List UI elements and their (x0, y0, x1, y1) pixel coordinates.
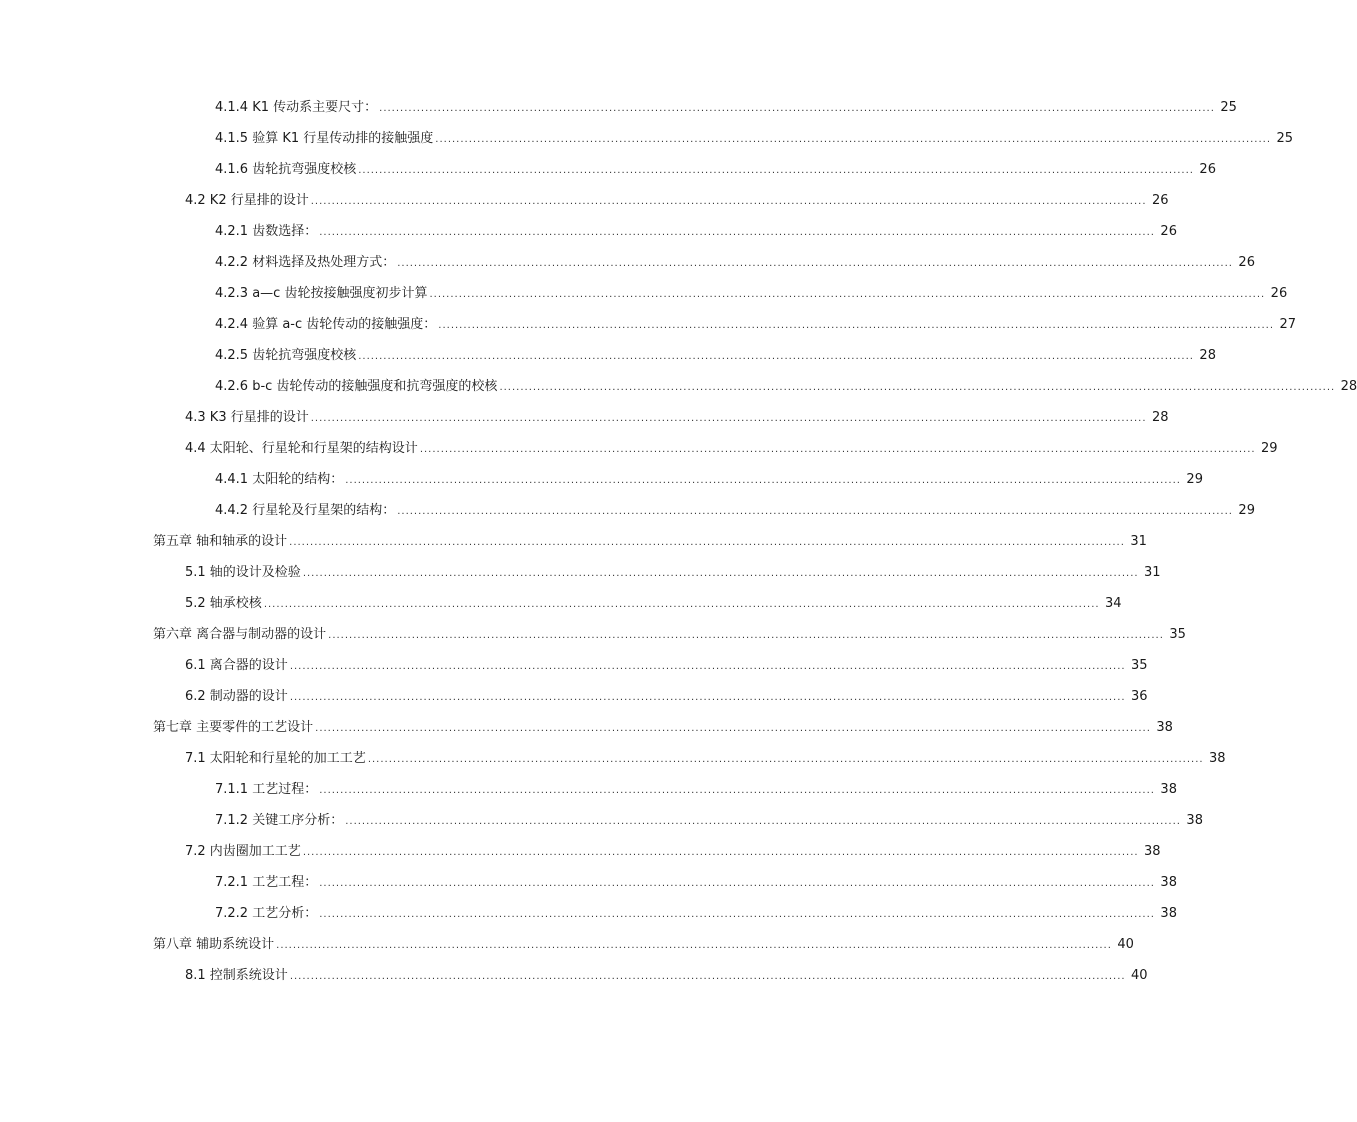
toc-page-number: 38 (1156, 720, 1173, 735)
toc-entry[interactable] (0, 716, 1173, 747)
toc-page-number: 38 (1209, 751, 1226, 766)
toc-dot-leader: ........................................................................................................................................................................................................ (358, 165, 1194, 176)
toc-page-number: 28 (1340, 379, 1357, 394)
toc-entry[interactable] (0, 685, 1148, 716)
toc-dot-leader: ........................................................................................................................................................................................................ (276, 940, 1112, 951)
toc-entry-title: 4.2.5 齿轮抗弯强度校核 (215, 348, 357, 363)
toc-entry[interactable] (0, 964, 1148, 995)
toc-entry-title: 4.4.1 太阳轮的结构： (215, 472, 344, 487)
toc-page-number: 25 (1276, 131, 1294, 146)
toc-entry[interactable] (0, 313, 1297, 344)
toc-entry[interactable] (0, 592, 1122, 623)
toc-entry[interactable] (0, 871, 1177, 902)
toc-page-number: 35 (1131, 658, 1148, 673)
toc-entry[interactable] (0, 220, 1177, 251)
toc-page-number: 38 (1144, 844, 1161, 859)
toc-entry-title: 7.1 太阳轮和行星轮的加工工艺 (185, 751, 366, 766)
toc-entry[interactable] (0, 902, 1177, 933)
toc-dot-leader: ........................................................................................................................................................................................................ (367, 754, 1204, 765)
toc-dot-leader: ........................................................................................................................................................................................................ (499, 382, 1336, 393)
toc-page-number: 26 (1160, 224, 1177, 239)
toc-entry-title: 4.2.6 b-c 齿轮传动的接触强度和抗弯强度的校核 (215, 379, 498, 394)
toc-entry-title: 6.1 离合器的设计 (185, 658, 288, 673)
toc-dot-leader: ........................................................................................................................................................................................................ (289, 661, 1126, 672)
toc-entry-title: 4.2.4 验算 a-c 齿轮传动的接触强度： (215, 317, 437, 332)
toc-dot-leader: ........................................................................................................................................................................................................ (319, 909, 1155, 920)
toc-page-number: 38 (1160, 782, 1177, 797)
toc-dot-leader: ........................................................................................................................................................................................................ (379, 103, 1215, 114)
toc-dot-leader: ........................................................................................................................................................................................................ (429, 289, 1266, 300)
toc-entry-title: 5.1 轴的设计及检验 (185, 565, 301, 580)
toc-entry[interactable] (0, 778, 1177, 809)
toc-entry[interactable] (0, 654, 1148, 685)
toc-entry-title: 4.2.2 材料选择及热处理方式： (215, 255, 396, 270)
toc-entry-title: 7.2.2 工艺分析： (215, 906, 318, 921)
toc-entry-title: 4.4.2 行星轮及行星架的结构： (215, 503, 396, 518)
toc-entry-title: 4.4 太阳轮、行星轮和行星架的结构设计 (185, 441, 418, 456)
toc-page-number: 31 (1130, 534, 1147, 549)
toc-dot-leader: ........................................................................................................................................................................................................ (302, 847, 1139, 858)
toc-entry-title: 6.2 制动器的设计 (185, 689, 288, 704)
toc-page-number: 35 (1169, 627, 1186, 642)
toc-dot-leader: ........................................................................................................................................................................................................ (345, 475, 1181, 486)
toc-entry[interactable] (0, 375, 1357, 406)
toc-entry-title: 第八章 辅助系统设计 (153, 937, 275, 952)
toc-page-number: 28 (1151, 410, 1169, 425)
toc-entry[interactable] (0, 809, 1203, 840)
toc-entry[interactable] (0, 933, 1134, 964)
toc-entry-title: 7.2.1 工艺工程： (215, 875, 318, 890)
toc-dot-leader: ........................................................................................................................................................................................................ (345, 816, 1181, 827)
table-of-contents (0, 96, 1357, 995)
toc-entry[interactable] (0, 623, 1186, 654)
toc-dot-leader: ........................................................................................................................................................................................................ (319, 785, 1155, 796)
toc-entry-title: 4.2 K2 行星排的设计 (185, 193, 309, 208)
toc-entry-title: 4.1.5 验算 K1 行星传动排的接触强度 (215, 131, 434, 146)
toc-dot-leader: ........................................................................................................................................................................................................ (328, 630, 1164, 641)
toc-page-number: 36 (1131, 689, 1148, 704)
toc-page-number: 26 (1270, 286, 1288, 301)
toc-entry[interactable] (0, 561, 1161, 592)
toc-dot-leader: ........................................................................................................................................................................................................ (289, 692, 1126, 703)
toc-entry-title: 第六章 离合器与制动器的设计 (153, 627, 327, 642)
toc-dot-leader: ........................................................................................................................................................................................................ (319, 227, 1155, 238)
toc-page-number: 38 (1160, 906, 1177, 921)
toc-entry[interactable] (0, 344, 1216, 375)
toc-page-number: 40 (1131, 968, 1148, 983)
toc-dot-leader: ........................................................................................................................................................................................................ (397, 506, 1233, 517)
toc-entry[interactable] (0, 282, 1288, 313)
toc-entry-title: 4.2.1 齿数选择： (215, 224, 318, 239)
toc-page-number: 26 (1151, 193, 1169, 208)
toc-page-number: 40 (1117, 937, 1134, 952)
toc-page-number: 38 (1160, 875, 1177, 890)
toc-entry-title: 4.3 K3 行星排的设计 (185, 410, 309, 425)
toc-dot-leader: ........................................................................................................................................................................................................ (289, 971, 1126, 982)
toc-page-number: 27 (1279, 317, 1297, 332)
toc-entry[interactable] (0, 127, 1294, 158)
toc-dot-leader: ........................................................................................................................................................................................................ (435, 134, 1272, 145)
toc-entry-title: 第七章 主要零件的工艺设计 (153, 720, 314, 735)
toc-page-number: 28 (1199, 348, 1216, 363)
toc-dot-leader: ........................................................................................................................................................................................................ (358, 351, 1194, 362)
toc-page-number: 29 (1238, 503, 1255, 518)
toc-entry[interactable] (0, 499, 1255, 530)
toc-entry[interactable] (0, 251, 1255, 282)
toc-entry-title: 7.1.1 工艺过程： (215, 782, 318, 797)
toc-dot-leader: ........................................................................................................................................................................................................ (419, 444, 1256, 455)
toc-entry[interactable] (0, 530, 1147, 561)
toc-page-number: 38 (1186, 813, 1203, 828)
toc-entry[interactable] (0, 96, 1237, 127)
toc-dot-leader: ........................................................................................................................................................................................................ (315, 723, 1151, 734)
toc-entry-title: 7.1.2 关键工序分析： (215, 813, 344, 828)
toc-entry-title: 4.1.4 K1 传动系主要尺寸： (215, 100, 378, 115)
toc-dot-leader: ........................................................................................................................................................................................................ (302, 568, 1139, 579)
toc-dot-leader: ........................................................................................................................................................................................................ (310, 413, 1147, 424)
toc-entry[interactable] (0, 468, 1203, 499)
toc-page-number: 26 (1199, 162, 1216, 177)
toc-entry[interactable] (0, 158, 1216, 189)
toc-page-number: 29 (1186, 472, 1203, 487)
toc-entry-title: 8.1 控制系统设计 (185, 968, 288, 983)
toc-page-number: 26 (1238, 255, 1255, 270)
toc-page-number: 29 (1261, 441, 1278, 456)
toc-dot-leader: ........................................................................................................................................................................................................ (397, 258, 1233, 269)
toc-entry-title: 7.2 内齿圈加工工艺 (185, 844, 301, 859)
toc-entry[interactable] (0, 840, 1161, 871)
toc-dot-leader: ........................................................................................................................................................................................................ (310, 196, 1147, 207)
toc-entry-title: 第五章 轴和轴承的设计 (153, 534, 288, 549)
toc-dot-leader: ........................................................................................................................................................................................................ (438, 320, 1275, 331)
toc-page-number: 25 (1220, 100, 1237, 115)
toc-entry-title: 5.2 轴承校核 (185, 596, 262, 611)
toc-entry[interactable] (0, 747, 1226, 778)
toc-entry[interactable] (0, 189, 1169, 220)
toc-entry[interactable] (0, 437, 1278, 468)
toc-entry[interactable] (0, 406, 1169, 437)
toc-entry-title: 4.1.6 齿轮抗弯强度校核 (215, 162, 357, 177)
toc-page-number: 31 (1144, 565, 1161, 580)
toc-entry-title: 4.2.3 a—c 齿轮按接触强度初步计算 (215, 286, 428, 301)
toc-dot-leader: ........................................................................................................................................................................................................ (289, 537, 1125, 548)
toc-dot-leader: ........................................................................................................................................................................................................ (263, 599, 1100, 610)
toc-dot-leader: ........................................................................................................................................................................................................ (319, 878, 1155, 889)
toc-page-number: 34 (1105, 596, 1122, 611)
